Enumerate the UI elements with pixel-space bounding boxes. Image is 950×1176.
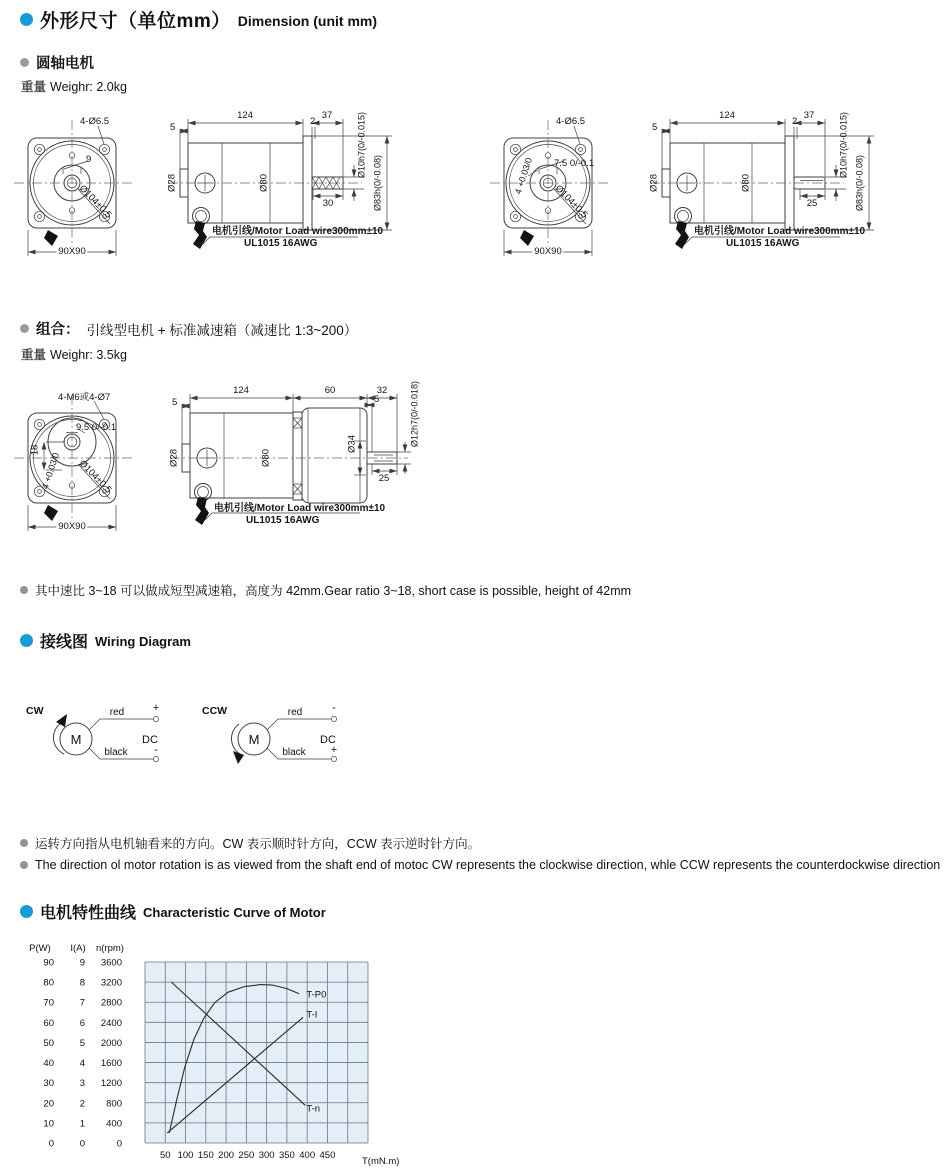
y-tick: 400 xyxy=(106,1118,122,1130)
y-tick: 3600 xyxy=(100,957,122,969)
terminal-sign-top: - xyxy=(332,702,336,714)
y-tick: 30 xyxy=(43,1078,54,1090)
dim-label: 9.5 0/-0.1 xyxy=(76,422,117,433)
terminal-sign-top: + xyxy=(152,702,160,714)
dim-label: 5 xyxy=(652,122,658,133)
series-label: T-I xyxy=(306,1009,318,1021)
section-bullet-icon xyxy=(20,905,33,918)
y-tick: 1 xyxy=(79,1118,85,1130)
dim-label: 4 +0.03/0 xyxy=(39,451,62,491)
dim-label: 9 xyxy=(86,154,92,165)
motor1-front-view-drawing xyxy=(18,110,168,260)
rotation-label: CCW xyxy=(202,705,228,717)
dc-label: DC xyxy=(320,734,336,746)
dim-label: 5 xyxy=(172,397,178,408)
dim-label: Ø80 xyxy=(258,174,270,192)
sub-bullet-icon xyxy=(20,324,29,333)
dim-label: 25 xyxy=(806,198,818,209)
wiring-ccw-svg xyxy=(198,700,348,782)
curve-heading xyxy=(20,900,326,923)
y-axis-title: n(rpm) xyxy=(96,943,124,954)
round-shaft-heading-text: 圆轴电机 xyxy=(36,56,94,72)
weight-label: 重量 xyxy=(21,348,47,362)
combo-heading-rest: 引线型电机 + 标准减速箱（减速比 1:3~200） xyxy=(86,322,358,338)
wiring-diagram-cw xyxy=(20,700,170,782)
dim-label: Ø28 xyxy=(168,449,180,467)
wiring-cw-svg xyxy=(20,700,170,782)
dim-label: Ø83h(0/-0.08) xyxy=(372,154,383,212)
motor2-front-view-drawing xyxy=(494,110,644,260)
weight-line-1 xyxy=(21,77,127,95)
dim-label: Ø28 xyxy=(648,174,660,192)
dim-label: 90X90 xyxy=(58,521,86,532)
page-title xyxy=(20,6,377,33)
dim-label: 90X90 xyxy=(58,246,86,257)
gearmotor-front-svg xyxy=(18,385,168,535)
direction-note-en xyxy=(20,858,940,872)
y-tick: 1600 xyxy=(100,1058,122,1070)
wire-label-line2: UL1015 16AWG xyxy=(244,238,318,249)
rotation-label: CW xyxy=(26,705,44,717)
y-tick: 0 xyxy=(48,1138,54,1150)
y-tick: 90 xyxy=(43,957,54,969)
y-tick: 2 xyxy=(79,1098,85,1110)
dim-label: Ø28 xyxy=(166,174,178,192)
weight-value: Weighr: 3.5kg xyxy=(50,348,127,362)
page-title-cn: 外形尺寸（单位mm） xyxy=(40,11,231,32)
gear-ratio-note xyxy=(20,581,631,599)
dim-label: 2 xyxy=(310,116,316,127)
dim-label: Ø12h7(0/-0.018) xyxy=(409,380,420,448)
page-title-en: Dimension (unit mm) xyxy=(237,13,378,29)
sub-bullet-icon xyxy=(20,58,29,67)
wire-label-line1: 电机引线/Motor Load wire300mm±10 xyxy=(214,503,386,514)
dim-label: 18 xyxy=(29,444,41,456)
wire-red-label: red xyxy=(109,707,125,718)
weight-line-2 xyxy=(21,345,127,363)
terminal-sign-bottom: + xyxy=(330,744,338,756)
dim-label: Ø104±0.5 xyxy=(76,183,114,221)
weight-label: 重量 xyxy=(21,80,47,94)
dim-label: 4-Ø6.5 xyxy=(80,116,110,127)
y-tick: 0 xyxy=(79,1138,85,1150)
wire-black-label: black xyxy=(104,747,128,758)
terminal-sign-bottom: - xyxy=(154,744,158,756)
note-bullet-icon xyxy=(20,861,28,869)
motor1-front-svg xyxy=(18,110,168,260)
dim-label: 7.5 0/-0.1 xyxy=(554,158,595,169)
y-tick: 40 xyxy=(43,1058,54,1070)
x-tick: 400 xyxy=(299,1150,316,1161)
dim-label: 25 xyxy=(378,473,390,484)
y-tick: 2000 xyxy=(100,1037,122,1049)
y-tick: 80 xyxy=(43,977,54,989)
dim-label: 60 xyxy=(324,385,336,396)
motor2-side-view-drawing xyxy=(648,103,888,268)
dim-label: Ø104±0.5 xyxy=(552,183,590,221)
curve-heading-en: Characteristic Curve of Motor xyxy=(143,905,326,920)
x-tick: 350 xyxy=(278,1150,295,1161)
y-tick: 0 xyxy=(116,1138,122,1150)
x-tick: 150 xyxy=(197,1150,214,1161)
series-label: T-P0 xyxy=(306,989,327,1001)
dc-label: DC xyxy=(142,734,158,746)
dim-label: Ø104±0.5 xyxy=(76,458,114,496)
wire-label-line2: UL1015 16AWG xyxy=(246,515,320,526)
combo-heading-bold: 组合： xyxy=(36,322,80,338)
y-tick: 2400 xyxy=(100,1017,122,1029)
dim-label: 32 xyxy=(376,385,388,396)
x-tick: 250 xyxy=(238,1150,255,1161)
section-bullet-icon xyxy=(20,634,33,647)
dim-label: Ø10h7(0/-0.015) xyxy=(838,111,849,179)
wire-label-line1: 电机引线/Motor Load wire300mm±10 xyxy=(212,226,384,237)
note-bullet-icon xyxy=(20,586,28,594)
y-tick: 9 xyxy=(79,957,85,969)
wire-black-label: black xyxy=(282,747,306,758)
series-label: T-n xyxy=(306,1103,321,1115)
dim-label: 4 +0.03/0 xyxy=(512,156,535,196)
dim-label: 30 xyxy=(322,198,334,209)
dim-label: Ø83h(0/-0.08) xyxy=(854,154,865,212)
y-tick: 8 xyxy=(79,977,85,989)
wire-label-line1: 电机引线/Motor Load wire300mm±10 xyxy=(694,226,866,237)
dim-label: 37 xyxy=(803,110,815,121)
y-tick: 60 xyxy=(43,1017,54,1029)
x-tick: 200 xyxy=(218,1150,235,1161)
motor-symbol: M xyxy=(248,732,260,747)
characteristic-curve-svg xyxy=(18,933,460,1176)
motor-symbol: M xyxy=(70,732,82,747)
x-axis-title: T(mN.m) xyxy=(362,1156,400,1167)
y-tick: 20 xyxy=(43,1098,54,1110)
dim-label: 124 xyxy=(233,385,249,396)
direction-note-cn-text: 运转方向指从电机轴看来的方向。CW 表示顺时针方向，CCW 表示逆时针方向。 xyxy=(35,837,481,851)
y-tick: 70 xyxy=(43,997,54,1009)
direction-note-en-text: The direction ol motor rotation is as viewed from the shaft end of motoc CW represents the clockwise direction, whle CCW represents the counterdockwise direction xyxy=(35,858,941,872)
y-tick: 3200 xyxy=(100,977,122,989)
combo-heading xyxy=(20,318,357,339)
wiring-heading xyxy=(20,629,191,652)
wire-label-line2: UL1015 16AWG xyxy=(726,238,800,249)
round-shaft-heading xyxy=(20,52,94,73)
gearmotor-side-view-drawing xyxy=(166,378,426,548)
motor1-side-view-drawing xyxy=(166,103,406,268)
gear-ratio-note-text: 其中速比 3~18 可以做成短型减速箱，高度为 42mm.Gear ratio 3~18, short case is possible, height of 42mm xyxy=(35,584,632,598)
x-tick: 300 xyxy=(258,1150,275,1161)
dim-label: Ø10h7(0/-0.015) xyxy=(356,111,367,179)
wire-red-label: red xyxy=(287,707,303,718)
y-tick: 7 xyxy=(79,997,85,1009)
y-tick: 1200 xyxy=(100,1078,122,1090)
y-tick: 2800 xyxy=(100,997,122,1009)
dim-label: 37 xyxy=(321,110,333,121)
note-bullet-icon xyxy=(20,839,28,847)
wiring-diagram-ccw xyxy=(198,700,348,782)
x-tick: 100 xyxy=(177,1150,194,1161)
y-tick: 6 xyxy=(79,1017,85,1029)
dim-label: 4-Ø6.5 xyxy=(556,116,586,127)
y-tick: 5 xyxy=(79,1037,85,1049)
y-tick: 4 xyxy=(79,1058,85,1070)
dim-label: 4-M6或4-Ø7 xyxy=(58,392,111,403)
y-tick: 10 xyxy=(43,1118,54,1130)
direction-note-cn xyxy=(20,834,480,852)
dim-label: 2 xyxy=(792,116,798,127)
y-tick: 50 xyxy=(43,1037,54,1049)
dim-label: Ø80 xyxy=(260,449,272,467)
gearmotor-front-view-drawing xyxy=(18,385,168,535)
section-bullet-icon xyxy=(20,13,33,26)
dim-label: 5 xyxy=(374,394,380,405)
dim-label: Ø34 xyxy=(346,435,358,453)
x-tick: 50 xyxy=(159,1150,171,1161)
dim-label: 5 xyxy=(170,122,176,133)
dim-label: 124 xyxy=(719,110,735,121)
curve-heading-cn: 电机特性曲线 xyxy=(40,905,137,922)
dim-label: Ø80 xyxy=(740,174,752,192)
x-tick: 450 xyxy=(319,1150,336,1161)
y-axis-title: I(A) xyxy=(70,943,86,954)
dim-label: 124 xyxy=(237,110,253,121)
y-tick: 800 xyxy=(106,1098,122,1110)
y-tick: 3 xyxy=(79,1078,85,1090)
characteristic-curve-chart xyxy=(18,933,460,1176)
wiring-heading-cn: 接线图 xyxy=(40,634,89,651)
dim-label: 90X90 xyxy=(534,246,562,257)
weight-value: Weighr: 2.0kg xyxy=(50,80,127,94)
y-axis-title: P(W) xyxy=(29,943,51,954)
wiring-heading-en: Wiring Diagram xyxy=(95,634,191,649)
